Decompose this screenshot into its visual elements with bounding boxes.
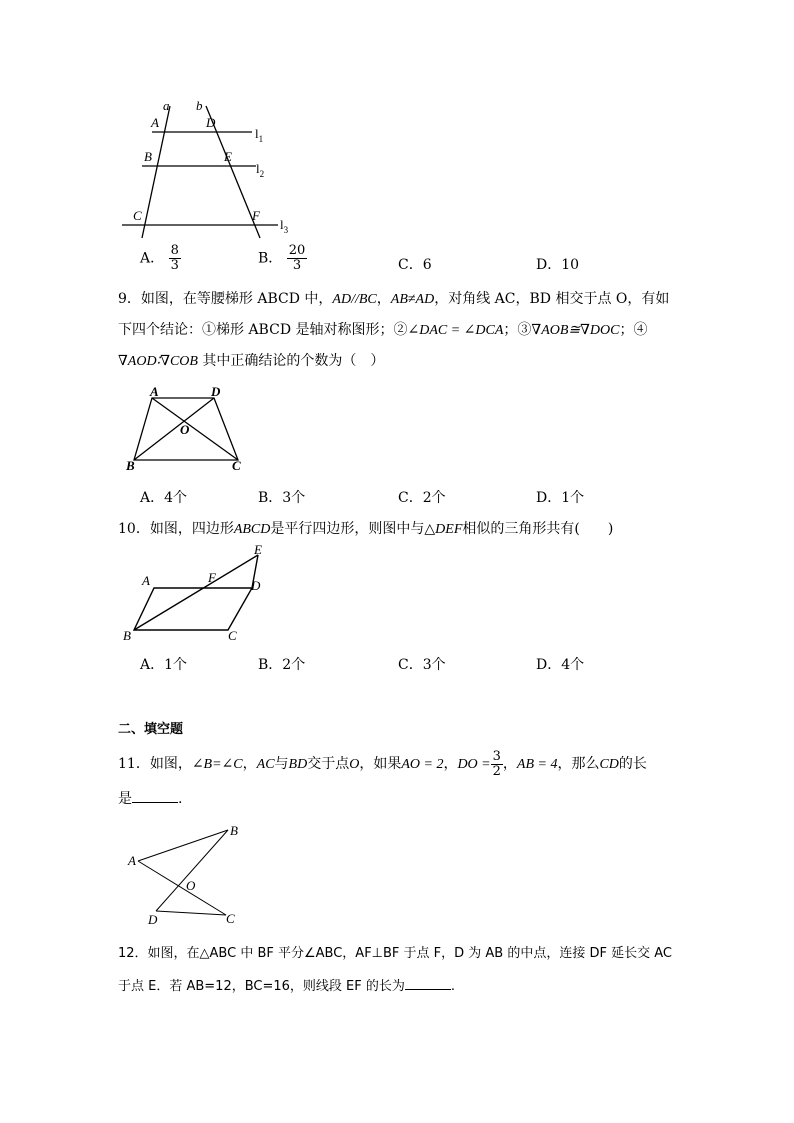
q10-choice-d[interactable]: D．4个 (536, 657, 585, 673)
q8-choice-b[interactable]: B． $\frac{20}{3}$ (258, 243, 306, 273)
q8-choice-c[interactable]: C．6 (398, 257, 432, 273)
q9-label-O: O (180, 422, 190, 437)
q11-label-C: C (226, 911, 235, 926)
q9-line1: 9．如图，在等腰梯形 ABCD 中，AD//BC，AB≠AD，对角线 AC，BD 相交于点 O，有如 (118, 291, 670, 307)
q11-label-O: O (186, 878, 196, 893)
q11-line2: 是 . (118, 788, 182, 809)
q10-label-D: D (251, 578, 261, 593)
q10-choice-a[interactable]: A．1个 (140, 657, 188, 673)
q11-figure (122, 824, 252, 929)
q8-label-a: a (163, 98, 170, 113)
q8-label-F: F (252, 208, 260, 223)
q10-stem: 10．如图，四边形ABCD是平行四边形，则图中与△DEF相似的三角形共有( ) (118, 521, 614, 537)
q9-choice-d[interactable]: D．1个 (536, 490, 585, 506)
q8-label-E: E (224, 149, 232, 164)
q10-label-A: A (142, 573, 150, 588)
q11-label-D: D (148, 912, 158, 927)
q8-label-C: C (133, 208, 142, 223)
q10-choice-b[interactable]: B．2个 (258, 657, 306, 673)
q10-choice-c[interactable]: C．3个 (398, 657, 446, 673)
q10-figure (120, 542, 280, 645)
q10-label-E: E (254, 542, 262, 557)
q8-label-b: b (196, 98, 203, 113)
q8-label-l3: $l_3$ (280, 217, 289, 235)
q11-line-ac (138, 861, 226, 915)
q11-label-A: A (128, 853, 136, 868)
q8-label-l1: $l_1$ (255, 126, 264, 144)
q9-diagonal-bd (134, 398, 214, 460)
q9-label-B: B (126, 458, 135, 473)
q8-label-A: A (151, 115, 159, 130)
q9-choice-a[interactable]: A．4个 (140, 490, 188, 506)
q9-line2: 下四个结论：①梯形 ABCD 是轴对称图形；②∠DAC = ∠DCA；③∇AOB≅∇DOC；④ (118, 322, 648, 338)
q10-label-F: F (208, 570, 216, 585)
q9-line3: ∇AOD∶∇COB 其中正确结论的个数为（ ） (118, 353, 385, 369)
q9-label-C: C (232, 458, 241, 473)
section-title: 二、填空题 (118, 722, 184, 737)
q11-line-dc (156, 911, 226, 915)
q8-label-l2: $l_2$ (256, 161, 265, 179)
q9-diagonal-ac (152, 398, 238, 460)
q10-label-C: C (228, 628, 237, 643)
q8-choice-d[interactable]: D．10 (536, 257, 580, 273)
q10-label-B: B (123, 628, 131, 643)
q11-answer-blank[interactable] (132, 788, 178, 803)
q9-choice-c[interactable]: C．2个 (398, 490, 446, 506)
q8-label-B: B (144, 149, 152, 164)
q12-line1: 12．如图，在△ABC 中 BF 平分∠ABC，AF⊥BF 于点 F，D 为 AB 的中点，连接 DF 延长交 AC (118, 946, 672, 961)
q8-label-D: D (206, 115, 216, 130)
q8-choice-a[interactable]: A． $\frac{8}{3}$ (140, 243, 179, 273)
q8-figure (118, 98, 318, 248)
q11-label-B: B (230, 823, 238, 838)
q12-answer-blank[interactable] (405, 975, 451, 990)
q11-line1: 11．如图，∠B=∠C，AC与BD交于点O，如果AO = 2，DO = $\frac{3}{2}$ ，AB = 4，那么CD的长 (118, 748, 647, 779)
q12-line2: 于点 E．若 AB=12，BC=16，则线段 EF 的长为 . (118, 975, 455, 997)
q9-label-A: A (150, 384, 159, 399)
q9-figure (122, 384, 252, 478)
q9-label-D: D (211, 384, 221, 399)
q9-choice-b[interactable]: B．3个 (258, 490, 306, 506)
